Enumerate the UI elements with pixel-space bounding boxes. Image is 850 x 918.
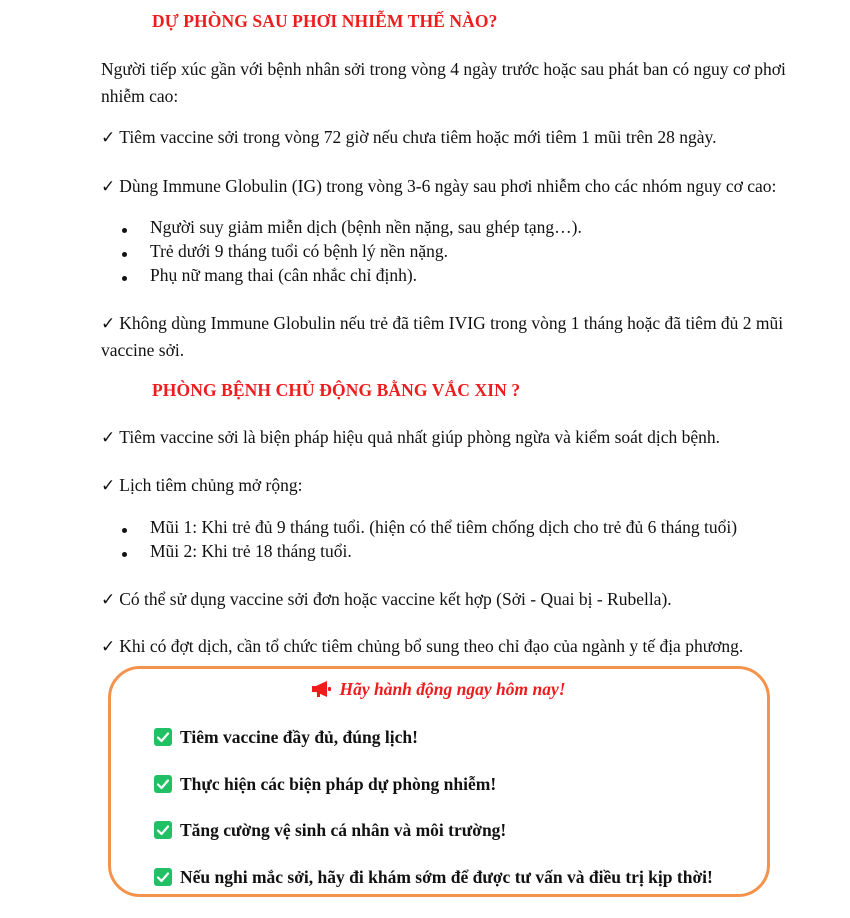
bullet-icon [122,528,127,533]
intro-paragraph-line2: nhiễm cao: [101,86,179,106]
cta-item-text: Thực hiện các biện pháp dự phòng nhiễm! [180,774,497,794]
vaccination-point-4 [101,633,743,661]
checkbox-checked-icon [154,868,172,886]
bullet-icon [122,552,127,557]
bullet-icon [122,252,127,257]
cta-item-text: Tiêm vaccine đầy đủ, đúng lịch! [180,727,418,747]
point-text: Có thể sử dụng vaccine sởi đơn hoặc vaccine kết hợp (Sởi - Quai bị - Rubella). [119,589,672,609]
cta-item [154,820,506,841]
section-heading-vaccination: PHÒNG BỆNH CHỦ ĐỘNG BẰNG VẮC XIN ? [152,380,521,400]
point-text: Tiêm vaccine sởi là biện pháp hiệu quả nhất giúp phòng ngừa và kiểm soát dịch bệnh. [119,427,721,447]
intro-paragraph-line1: Người tiếp xúc gần với bệnh nhân sởi trong vòng 4 ngày trước hoặc sau phát ban có nguy cơ phơi [101,59,786,79]
post-exposure-point-1 [101,124,717,152]
cta-title-text: Hãy hành động ngay hôm nay! [339,679,566,699]
checkmark-icon: ✓ [101,314,116,334]
vaccination-point-2 [101,472,303,500]
megaphone-icon [312,681,332,702]
checkmark-icon: ✓ [101,590,116,610]
checkmark-icon: ✓ [101,428,116,448]
cta-item [154,727,418,748]
cta-item-text: Tăng cường vệ sinh cá nhân và môi trường! [180,820,507,840]
point-text: Lịch tiêm chủng mở rộng: [119,475,303,495]
post-exposure-point-3-line2: vaccine sởi. [101,340,185,360]
vaccination-point-3 [101,586,672,614]
call-to-action-box [108,666,770,897]
list-item-text: Mũi 1: Khi trẻ đủ 9 tháng tuổi. (hiện có thể tiêm chống dịch cho trẻ đủ 6 tháng tuổi) [150,517,738,537]
point-text: Không dùng Immune Globulin nếu trẻ đã tiêm IVIG trong vòng 1 tháng hoặc đã tiêm đủ 2 mũi [119,313,784,333]
list-item-text: Mũi 2: Khi trẻ 18 tháng tuổi. [150,541,352,561]
post-exposure-point-2 [101,173,776,201]
checkbox-checked-icon [154,728,172,746]
point-text: Tiêm vaccine sởi trong vòng 72 giờ nếu chưa tiêm hoặc mới tiêm 1 mũi trên 28 ngày. [119,127,717,147]
point-text: Khi có đợt dịch, cần tổ chức tiêm chủng bổ sung theo chỉ đạo của ngành y tế địa phương. [119,636,744,656]
checkmark-icon: ✓ [101,476,116,496]
checkbox-checked-icon [154,821,172,839]
cta-item-text: Nếu nghi mắc sởi, hãy đi khám sớm để được tư vấn và điều trị kịp thời! [180,867,713,887]
cta-item [154,867,713,888]
bullet-icon [122,276,127,281]
bullet-icon [122,228,127,233]
checkbox-checked-icon [154,775,172,793]
checkmark-icon: ✓ [101,128,116,148]
checkmark-icon: ✓ [101,177,116,197]
cta-title [111,679,767,702]
checkmark-icon: ✓ [101,637,116,657]
post-exposure-point-3-line1 [101,310,783,338]
list-item-text: Người suy giảm miễn dịch (bệnh nền nặng, sau ghép tạng…). [150,217,582,237]
cta-item [154,774,496,795]
section-heading-post-exposure: DỰ PHÒNG SAU PHƠI NHIỄM THẾ NÀO? [152,11,498,31]
point-text: Dùng Immune Globulin (IG) trong vòng 3-6 ngày sau phơi nhiễm cho các nhóm nguy cơ cao: [119,176,777,196]
list-item-text: Phụ nữ mang thai (cân nhắc chỉ định). [150,265,418,285]
list-item-text: Trẻ dưới 9 tháng tuổi có bệnh lý nền nặng. [150,241,449,261]
vaccination-point-1 [101,424,720,452]
